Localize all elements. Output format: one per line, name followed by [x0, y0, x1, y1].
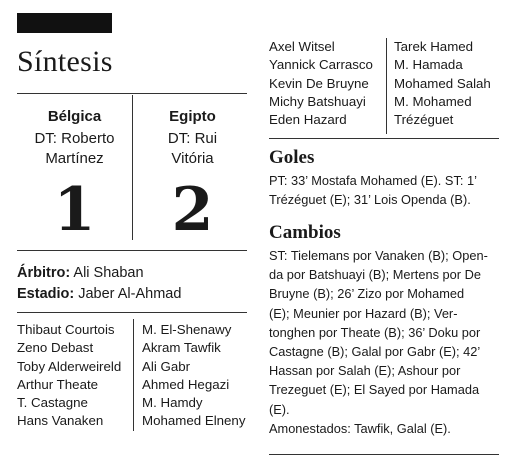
away-lineup — [142, 321, 245, 431]
home-coach — [17, 129, 132, 169]
away-team-name: Egipto — [169, 108, 216, 125]
list-item: Zeno Debast — [17, 340, 94, 356]
list-item: Akram Tawfik — [142, 340, 221, 356]
bottom-divider — [269, 454, 499, 455]
goals-line: Trézéguet (E); 31’ Lois Openda (B). — [269, 192, 471, 208]
home-lineup — [17, 321, 121, 431]
list-item: Toby Alderweireld — [17, 358, 122, 374]
list-item: Tarek Hamed — [394, 39, 474, 54]
goals-heading: Goles — [269, 147, 315, 168]
list-item: Michy Batshuayi — [269, 93, 366, 109]
stadium-label: Estadio: — [17, 286, 75, 302]
list-item: M. Hamdy — [142, 395, 203, 411]
cautions-label: Amonestados — [269, 420, 348, 436]
goals-line: PT: 33’ Mostafa Mohamed (E). ST: 1’ — [269, 173, 477, 188]
list-item: T. Castagne — [17, 395, 88, 411]
referee-label: Árbitro: — [17, 265, 71, 281]
subs-line: Hassan por Salah (E); Ashour por — [269, 363, 461, 379]
officials — [17, 263, 181, 305]
goals-text — [269, 171, 514, 209]
away-lineup-continued — [394, 38, 491, 129]
subs-line: ST: Tielemans por Vanaken (B); Open- — [269, 248, 488, 263]
list-item: Arthur Theate — [17, 376, 99, 392]
list-item: M. Mohamed — [394, 93, 472, 109]
officials-divider — [17, 312, 247, 313]
list-item: Mohamed Elneny — [142, 413, 246, 429]
lineup-divider — [133, 319, 134, 431]
subs-line: (E); Meunier por Hazard (B); Ver- — [269, 305, 458, 321]
away-coach-line1: DT: Rui — [167, 130, 218, 147]
subs-line: tonghen por Theate (B); 36’ Doku por — [269, 324, 481, 340]
away-coach-line2: Vitória — [171, 150, 214, 167]
list-item: M. El-Shenawy — [142, 322, 232, 337]
page-title: Síntesis — [17, 45, 113, 78]
referee-name: Ali Shaban — [73, 265, 144, 281]
cautions-line — [269, 419, 514, 438]
stadium-line — [17, 284, 181, 305]
away-team-block — [135, 108, 250, 245]
list-item: Trézéguet — [394, 112, 454, 128]
list-item: Yannick Carrasco — [269, 57, 373, 73]
lineup-continued-divider — [386, 38, 387, 134]
subs-text — [269, 246, 514, 438]
home-team-name: Bélgica — [47, 108, 102, 125]
list-item: Kevin De Bruyne — [269, 75, 369, 91]
header-bar — [17, 13, 112, 33]
list-item: Hans Vanaken — [17, 413, 104, 429]
score-bottom-divider — [17, 250, 247, 251]
subs-heading: Cambios — [269, 222, 341, 243]
title-divider — [17, 93, 247, 94]
subs-line: (E). — [269, 401, 290, 417]
list-item: M. Hamada — [394, 57, 463, 73]
home-coach-line1: DT: Roberto — [34, 130, 115, 147]
referee-line — [17, 263, 181, 284]
home-lineup-continued — [269, 38, 373, 129]
stadium-name: Jaber Al-Ahmad — [78, 286, 182, 302]
away-score: 2 — [171, 175, 214, 245]
home-team-block — [17, 108, 132, 245]
cautions-list: : Tawfik, Galal (E). — [347, 420, 451, 436]
list-item: Ali Gabr — [142, 358, 191, 374]
away-coach — [135, 129, 250, 169]
list-item: Thibaut Courtois — [17, 322, 115, 337]
list-item: Axel Witsel — [269, 39, 335, 54]
score-divider — [132, 95, 133, 240]
subs-line: Castagne (B); Galal por Gabr (E); 42’ — [269, 344, 481, 360]
lineup-bottom-divider — [269, 138, 499, 139]
list-item: Ahmed Hegazi — [142, 376, 230, 392]
home-score: 1 — [53, 175, 96, 245]
list-item: Mohamed Salah — [394, 75, 491, 91]
list-item: Eden Hazard — [269, 112, 347, 128]
subs-line: da por Batshuayi (B); Mertens por De — [269, 267, 481, 283]
home-coach-line2: Martínez — [45, 150, 104, 167]
subs-line: Trezeguet (E); El Sayed por Hamada — [269, 382, 480, 398]
subs-line: Bruyne (B); 26’ Zizo por Mohamed — [269, 286, 465, 302]
